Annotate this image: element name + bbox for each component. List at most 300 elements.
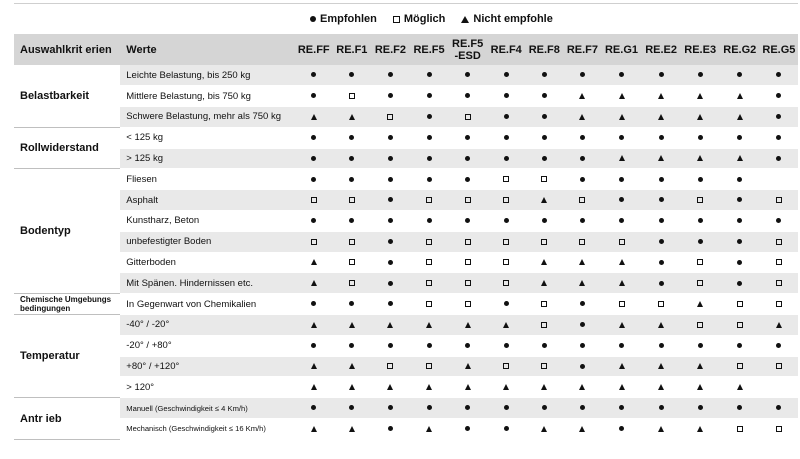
value-cell: Fliesen (120, 169, 294, 190)
dot-icon (659, 197, 664, 202)
triangle-icon (658, 155, 664, 161)
dot-icon (465, 72, 470, 77)
dot-icon (311, 405, 316, 410)
rating-cell (448, 294, 487, 315)
dot-icon (580, 301, 585, 306)
rating-cell (681, 419, 720, 440)
dot-icon (388, 301, 393, 306)
rating-cell (295, 315, 333, 336)
rating-cell (525, 65, 563, 86)
rating-cell (642, 273, 681, 294)
rating-cell (681, 356, 720, 377)
dot-icon (619, 135, 624, 140)
rating-cell (642, 127, 681, 148)
dot-icon (504, 301, 509, 306)
rating-cell (448, 169, 487, 190)
square-icon (465, 280, 471, 286)
header-model: RE.F4 (490, 43, 522, 56)
rating-cell (410, 107, 448, 128)
rating-cell (642, 252, 681, 273)
dot-icon (504, 343, 509, 348)
square-icon (737, 322, 743, 328)
rating-cell (333, 107, 371, 128)
rating-cell (525, 169, 563, 190)
rating-cell (720, 356, 760, 377)
triangle-icon (619, 280, 625, 286)
rating-cell (487, 190, 525, 211)
square-icon (579, 239, 585, 245)
rating-cell (487, 169, 525, 190)
rating-cell (525, 107, 563, 128)
rating-cell (720, 190, 760, 211)
rating-cell (333, 294, 371, 315)
top-divider (14, 3, 798, 4)
dot-icon (776, 93, 781, 98)
rating-cell (448, 419, 487, 440)
dot-icon (580, 405, 585, 410)
rating-cell (601, 335, 641, 356)
header-values: Werte (126, 43, 157, 56)
dot-icon (388, 177, 393, 182)
rating-cell (642, 231, 681, 252)
square-icon (465, 239, 471, 245)
dot-icon (659, 281, 664, 286)
rating-cell (371, 356, 410, 377)
rating-cell (720, 211, 760, 232)
rating-cell (487, 252, 525, 273)
dot-icon (776, 114, 781, 119)
dot-icon (776, 135, 781, 140)
rating-cell (487, 148, 525, 169)
header-model: RE.G5 (762, 43, 796, 56)
dot-icon (698, 239, 703, 244)
rating-cell (410, 190, 448, 211)
square-icon (387, 114, 393, 120)
dot-icon (619, 177, 624, 182)
rating-cell (720, 294, 760, 315)
rating-cell (487, 231, 525, 252)
legend-label: Nicht empfohle (473, 13, 553, 25)
dot-icon (349, 156, 354, 161)
rating-cell (487, 419, 525, 440)
table-row (14, 356, 798, 377)
triangle-icon (311, 384, 317, 390)
triangle-icon (579, 426, 585, 432)
dot-icon (349, 177, 354, 182)
dot-icon (388, 218, 393, 223)
dot-icon (388, 135, 393, 140)
rating-cell (295, 335, 333, 356)
rating-cell (295, 107, 333, 128)
rating-cell (487, 377, 525, 398)
triangle-icon (349, 384, 355, 390)
dot-icon (349, 343, 354, 348)
rating-cell (487, 273, 525, 294)
triangle-icon (311, 114, 317, 120)
rating-cell (371, 419, 410, 440)
rating-cell (371, 335, 410, 356)
dot-icon (504, 114, 509, 119)
dot-icon (580, 156, 585, 161)
rating-cell (720, 231, 760, 252)
rating-cell (563, 190, 601, 211)
rating-cell (525, 356, 563, 377)
triangle-icon (541, 259, 547, 265)
dot-icon (427, 177, 432, 182)
rating-cell (720, 148, 760, 169)
dot-icon (427, 343, 432, 348)
dot-icon (427, 93, 432, 98)
square-icon (619, 301, 625, 307)
rating-cell (642, 294, 681, 315)
rating-cell (601, 107, 641, 128)
triangle-icon (579, 259, 585, 265)
legend-item-possible (393, 13, 446, 25)
value-cell: Leichte Belastung, bis 250 kg (120, 65, 294, 86)
table-row (14, 86, 798, 107)
dot-icon (504, 93, 509, 98)
rating-cell (760, 377, 798, 398)
rating-cell (681, 148, 720, 169)
rating-cell (720, 273, 760, 294)
rating-cell (720, 335, 760, 356)
table-body (14, 65, 798, 439)
table-row (14, 377, 798, 398)
dot-icon (580, 322, 585, 327)
dot-icon (737, 197, 742, 202)
triangle-icon (658, 363, 664, 369)
legend-item-recommended (310, 13, 377, 25)
rating-cell (333, 65, 371, 86)
dot-icon (659, 135, 664, 140)
rating-cell (720, 315, 760, 336)
value-cell: < 125 kg (120, 127, 294, 148)
rating-cell (760, 231, 798, 252)
square-icon (541, 363, 547, 369)
table-row (14, 252, 798, 273)
dot-icon (349, 135, 354, 140)
square-icon (349, 280, 355, 286)
dot-icon (427, 72, 432, 77)
rating-cell (642, 190, 681, 211)
rating-cell (601, 65, 641, 86)
square-icon (393, 16, 400, 23)
rating-cell (487, 398, 525, 419)
criteria-cell: Chemische Umgebungs bedingungen (14, 294, 120, 315)
dot-icon (776, 405, 781, 410)
dot-icon (737, 343, 742, 348)
rating-cell (333, 377, 371, 398)
dot-icon (388, 156, 393, 161)
dot-icon (698, 343, 703, 348)
rating-cell (720, 65, 760, 86)
dot-icon (737, 405, 742, 410)
rating-cell (410, 252, 448, 273)
rating-cell (448, 107, 487, 128)
triangle-icon (311, 426, 317, 432)
rating-cell (410, 169, 448, 190)
rating-cell (563, 211, 601, 232)
rating-cell (371, 377, 410, 398)
header-model: RE.F7 (566, 43, 598, 56)
rating-cell (295, 65, 333, 86)
square-icon (541, 301, 547, 307)
square-icon (619, 239, 625, 245)
triangle-icon (579, 280, 585, 286)
dot-icon (311, 72, 316, 77)
rating-cell (333, 127, 371, 148)
rating-cell (601, 398, 641, 419)
table-row (14, 169, 798, 190)
rating-cell (525, 315, 563, 336)
criteria-cell: Temperatur (14, 315, 120, 398)
rating-cell (760, 211, 798, 232)
square-icon (311, 239, 317, 245)
rating-cell (410, 231, 448, 252)
rating-cell (525, 294, 563, 315)
table-row (14, 398, 798, 419)
triangle-icon (541, 280, 547, 286)
triangle-icon (311, 259, 317, 265)
rating-cell (642, 419, 681, 440)
rating-cell (448, 86, 487, 107)
rating-cell (410, 377, 448, 398)
dot-icon (311, 135, 316, 140)
triangle-icon (579, 93, 585, 99)
rating-cell (410, 398, 448, 419)
dot-icon (311, 301, 316, 306)
triangle-icon (697, 384, 703, 390)
square-icon (349, 259, 355, 265)
dot-icon (659, 239, 664, 244)
dot-icon (311, 93, 316, 98)
table-row (14, 419, 798, 440)
rating-cell (487, 315, 525, 336)
triangle-icon (387, 384, 393, 390)
triangle-icon (697, 155, 703, 161)
triangle-icon (426, 384, 432, 390)
table-row (14, 335, 798, 356)
value-cell: In Gegenwart von Chemikalien (120, 294, 294, 315)
triangle-icon (465, 363, 471, 369)
rating-cell (295, 294, 333, 315)
dot-icon (542, 405, 547, 410)
rating-cell (601, 231, 641, 252)
triangle-icon (697, 426, 703, 432)
rating-cell (601, 315, 641, 336)
value-cell: Kunstharz, Beton (120, 211, 294, 232)
triangle-icon (619, 155, 625, 161)
rating-cell (601, 169, 641, 190)
dot-icon (349, 218, 354, 223)
value-cell: Gitterboden (120, 252, 294, 273)
header-model: RE.F1 (336, 43, 368, 56)
rating-cell (642, 356, 681, 377)
square-icon (426, 259, 432, 265)
dot-icon (311, 218, 316, 223)
rating-cell (448, 273, 487, 294)
rating-cell (487, 335, 525, 356)
rating-cell (760, 273, 798, 294)
rating-cell (681, 107, 720, 128)
rating-cell (333, 211, 371, 232)
triangle-icon (461, 16, 469, 23)
rating-cell (642, 65, 681, 86)
square-icon (776, 363, 782, 369)
rating-cell (720, 419, 760, 440)
dot-icon (580, 177, 585, 182)
square-icon (503, 239, 509, 245)
triangle-icon (311, 280, 317, 286)
rating-cell (448, 377, 487, 398)
triangle-icon (658, 426, 664, 432)
triangle-icon (697, 301, 703, 307)
header-row (14, 34, 798, 65)
dot-icon (619, 343, 624, 348)
rating-cell (525, 190, 563, 211)
dot-icon (619, 426, 624, 431)
rating-cell (601, 86, 641, 107)
dot-icon (427, 156, 432, 161)
rating-cell (525, 86, 563, 107)
table-row (14, 294, 798, 315)
triangle-icon (619, 259, 625, 265)
header-model: RE.E3 (684, 43, 717, 56)
rating-cell (295, 127, 333, 148)
dot-icon (504, 72, 509, 77)
rating-cell (295, 148, 333, 169)
rating-cell (410, 86, 448, 107)
dot-icon (427, 114, 432, 119)
dot-icon (388, 93, 393, 98)
dot-icon (465, 426, 470, 431)
rating-cell (371, 65, 410, 86)
rating-cell (563, 356, 601, 377)
dot-icon (388, 405, 393, 410)
square-icon (465, 259, 471, 265)
rating-cell (487, 211, 525, 232)
triangle-icon (579, 114, 585, 120)
dot-icon (542, 114, 547, 119)
triangle-icon (503, 322, 509, 328)
dot-icon (542, 218, 547, 223)
value-cell: > 125 kg (120, 148, 294, 169)
rating-cell (371, 127, 410, 148)
dot-icon (737, 239, 742, 244)
dot-icon (737, 135, 742, 140)
dot-icon (465, 156, 470, 161)
rating-cell (601, 356, 641, 377)
dot-icon (542, 156, 547, 161)
dot-icon (698, 135, 703, 140)
dot-icon (698, 218, 703, 223)
table-row (14, 127, 798, 148)
dot-icon (542, 343, 547, 348)
rating-cell (563, 65, 601, 86)
triangle-icon (349, 426, 355, 432)
rating-cell (333, 315, 371, 336)
rating-cell (410, 127, 448, 148)
dot-icon (542, 72, 547, 77)
header-model: RE.G1 (604, 43, 638, 56)
rating-cell (601, 294, 641, 315)
rating-cell (601, 252, 641, 273)
rating-cell (601, 377, 641, 398)
rating-cell (333, 398, 371, 419)
rating-cell (563, 377, 601, 398)
legend (310, 11, 569, 27)
value-cell: +80° / +120° (120, 356, 294, 377)
rating-cell (448, 211, 487, 232)
rating-cell (760, 148, 798, 169)
square-icon (776, 426, 782, 432)
rating-cell (371, 315, 410, 336)
square-icon (503, 176, 509, 182)
rating-cell (333, 86, 371, 107)
rating-cell (563, 86, 601, 107)
square-icon (426, 301, 432, 307)
rating-cell (720, 398, 760, 419)
square-icon (776, 280, 782, 286)
rating-cell (333, 252, 371, 273)
rating-cell (681, 190, 720, 211)
rating-cell (681, 65, 720, 86)
header-model: RE.F8 (528, 43, 560, 56)
dot-icon (504, 218, 509, 223)
triangle-icon (311, 322, 317, 328)
rating-cell (448, 335, 487, 356)
rating-cell (295, 231, 333, 252)
rating-cell (295, 190, 333, 211)
value-cell: -20° / +80° (120, 335, 294, 356)
rating-cell (720, 127, 760, 148)
rating-cell (525, 127, 563, 148)
dot-icon (580, 135, 585, 140)
rating-cell (333, 419, 371, 440)
triangle-icon (619, 384, 625, 390)
rating-cell (371, 231, 410, 252)
rating-cell (525, 419, 563, 440)
rating-cell (448, 315, 487, 336)
rating-cell (642, 148, 681, 169)
square-icon (776, 259, 782, 265)
square-icon (737, 301, 743, 307)
rating-cell (681, 86, 720, 107)
rating-cell (563, 294, 601, 315)
rating-cell (448, 127, 487, 148)
square-icon (579, 197, 585, 203)
square-icon (541, 176, 547, 182)
table-row (14, 148, 798, 169)
rating-cell (760, 398, 798, 419)
triangle-icon (619, 363, 625, 369)
rating-cell (333, 169, 371, 190)
dot-icon (776, 156, 781, 161)
criteria-cell: Bodentyp (14, 169, 120, 294)
value-cell: > 120° (120, 377, 294, 398)
triangle-icon (737, 93, 743, 99)
rating-cell (760, 315, 798, 336)
rating-cell (487, 65, 525, 86)
value-cell: Schwere Belastung, mehr als 750 kg (120, 107, 294, 128)
rating-cell (563, 107, 601, 128)
rating-cell (642, 335, 681, 356)
dot-icon (310, 16, 316, 22)
rating-cell (448, 231, 487, 252)
dot-icon (388, 72, 393, 77)
square-icon (465, 197, 471, 203)
rating-cell (295, 252, 333, 273)
